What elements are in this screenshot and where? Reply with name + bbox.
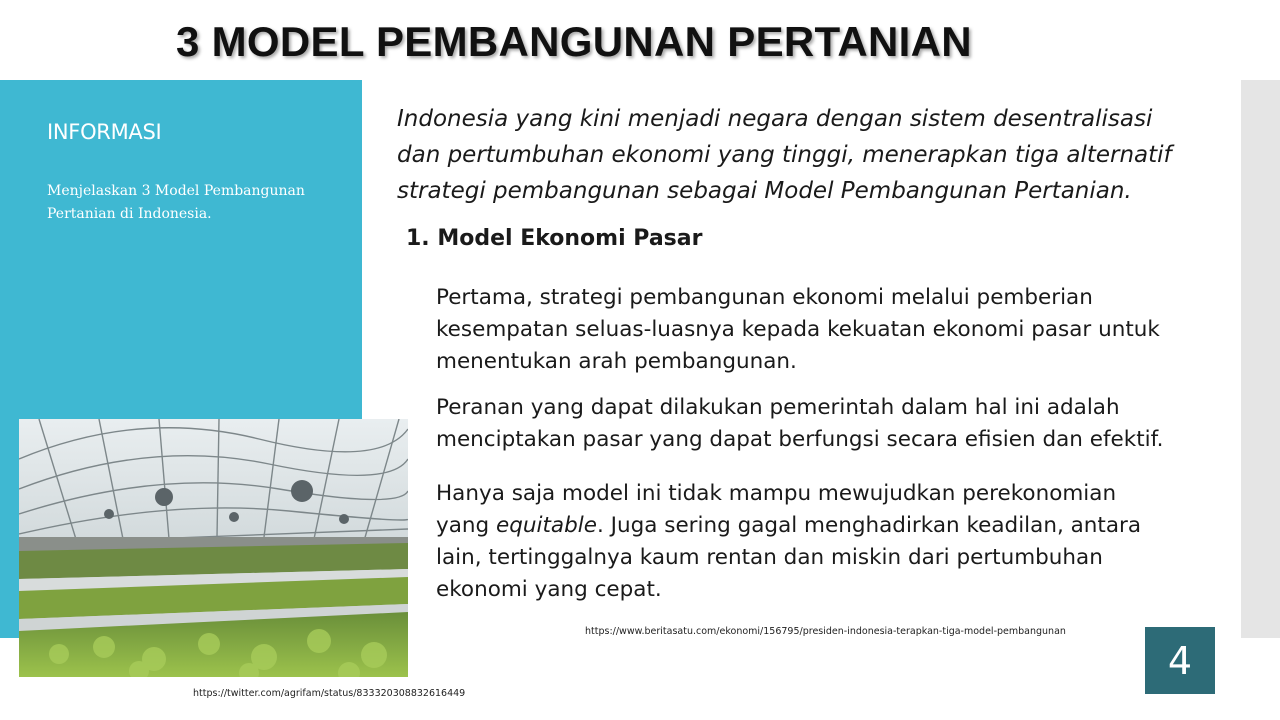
slide-title: 3 MODEL PEMBANGUNAN PERTANIAN [176,18,972,65]
intro-line: strategi pembangunan sebagai Model Pembangunan Pertanian. [397,178,1132,204]
info-heading: INFORMASI [47,120,162,144]
paragraph-text: yang [436,513,497,538]
paragraph-text: . Juga sering gagal menghadirkan keadilan, antara [596,513,1142,538]
paragraph-line: Pertama, strategi pembangunan ekonomi melalui pemberian [436,285,1093,310]
paragraph-government-role [436,392,1206,456]
paragraph-line: menciptakan pasar yang dapat berfungsi secara efisien dan efektif. [436,427,1164,452]
emphasis-equitable: equitable [496,513,597,538]
intro-line: dan pertumbuhan ekonomi yang tinggi, menerapkan tiga alternatif [397,142,1172,168]
greenhouse-photo [19,419,408,677]
source-link-twitter[interactable]: https://twitter.com/agrifam/status/833320308832616449 [193,688,466,699]
paragraph-line: lain, tertinggalnya kaum rentan dan miskin dari pertumbuhan [436,545,1103,570]
paragraph-market-strategy [436,282,1206,378]
page-number: 4 [1167,638,1193,683]
paragraph-line: ekonomi yang cepat. [436,577,662,602]
info-description: Menjelaskan 3 Model Pembangunan Pertanian di Indonesia. [47,183,305,222]
paragraph-limitations [436,478,1206,606]
paragraph-line [436,510,1206,542]
source-link-beritasatu[interactable]: https://www.beritasatu.com/ekonomi/156795/presiden-indonesia-terapkan-tiga-model-pembangunan [585,626,1066,637]
right-decorative-bar [1241,80,1280,638]
page-number-box [1145,627,1215,694]
paragraph-line: kesempatan seluas-luasnya kepada kekuatan ekonomi pasar untuk [436,317,1160,342]
section-heading: 1. Model Ekonomi Pasar [406,226,703,251]
paragraph-line: menentukan arah pembangunan. [436,349,797,374]
paragraph-line: Hanya saja model ini tidak mampu mewujudkan perekonomian [436,481,1117,506]
intro-text [397,101,1207,209]
paragraph-line: Peranan yang dapat dilakukan pemerintah dalam hal ini adalah [436,395,1120,420]
intro-line: Indonesia yang kini menjadi negara dengan sistem desentralisasi [397,106,1153,132]
